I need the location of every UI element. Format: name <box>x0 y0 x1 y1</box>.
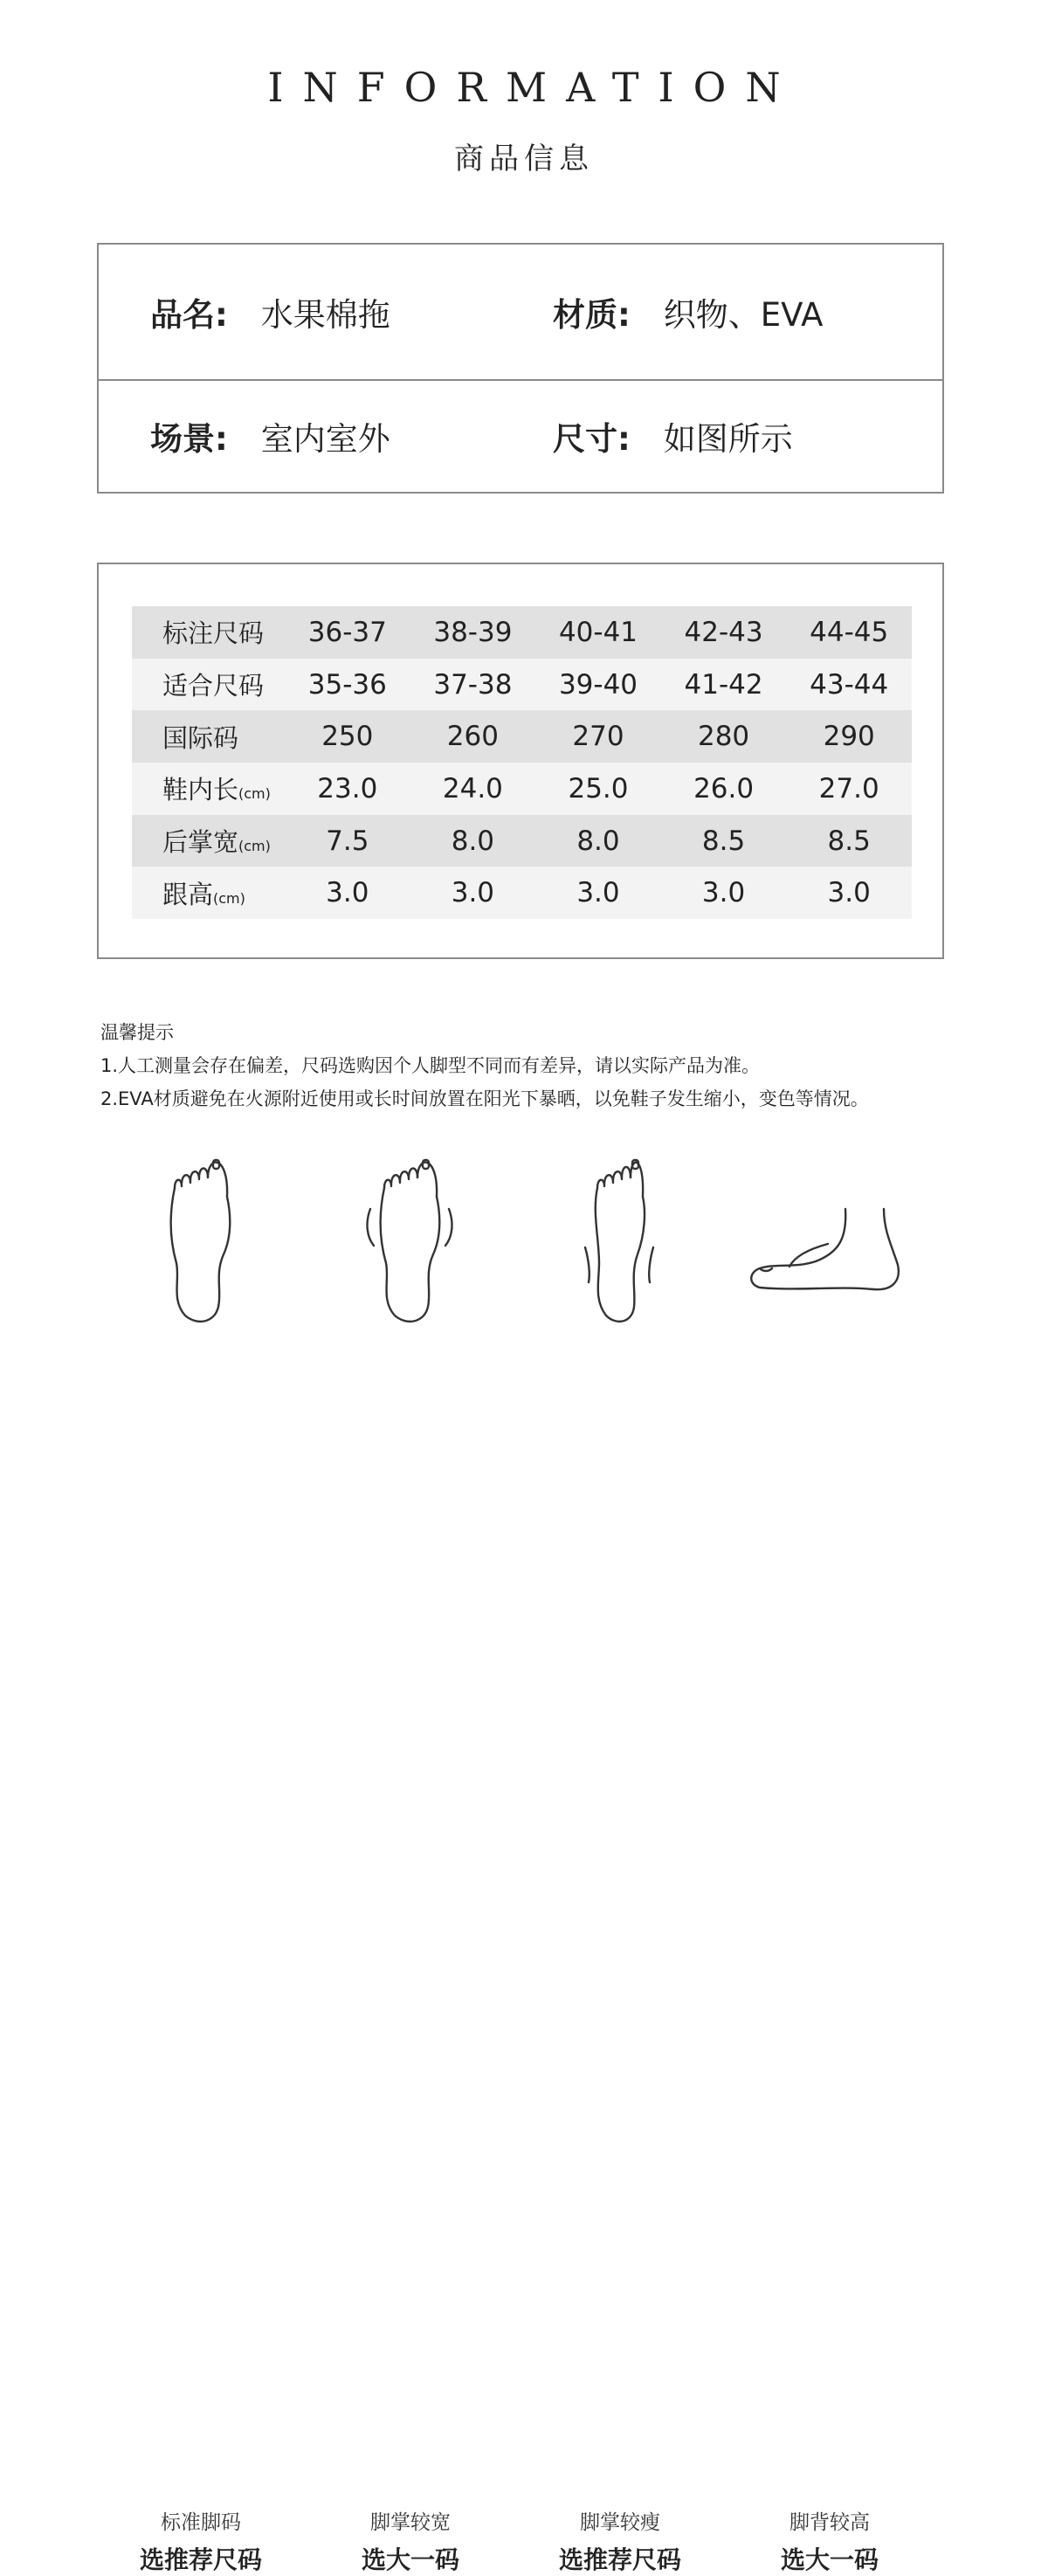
material-field <box>553 245 823 379</box>
foot-type-narrow <box>515 1151 725 2574</box>
foot-type-label: 脚掌较瘦 <box>580 2511 660 2534</box>
table-cell: 3.0 <box>410 867 536 919</box>
table-row <box>132 659 912 711</box>
row-header <box>132 763 285 815</box>
table-cell: 3.0 <box>786 867 912 919</box>
wide-foot-icon <box>349 1151 472 1326</box>
table-cell: 43-44 <box>786 659 912 711</box>
page-title-cn: 商品信息 <box>454 142 594 176</box>
row-label: 适合尺码 <box>162 671 265 701</box>
table-cell: 37-38 <box>410 659 536 711</box>
table-cell: 42-43 <box>661 606 787 659</box>
table-row <box>132 710 912 763</box>
table-cell: 3.0 <box>285 867 410 919</box>
product-name-value: 水果棉拖 <box>260 296 390 334</box>
info-row <box>99 379 942 492</box>
foot-type-advice: 选推荐尺码 <box>139 2545 262 2574</box>
foot-type-standard <box>96 1151 306 2574</box>
row-header <box>132 815 285 867</box>
foot-type-label: 脚掌较宽 <box>370 2511 451 2534</box>
table-cell: 260 <box>410 710 536 763</box>
size-chart-table <box>132 606 912 919</box>
table-cell: 38-39 <box>410 606 536 659</box>
table-cell: 7.5 <box>285 815 410 867</box>
size-value: 如图所示 <box>663 419 793 458</box>
table-cell: 36-37 <box>285 606 410 659</box>
tip-line-1: 1.人工测量会存在偏差，尺码选购因个人脚型不同而有差异，请以实际产品为准。 <box>100 1055 761 1076</box>
table-row <box>132 815 912 867</box>
table-cell: 23.0 <box>285 763 410 815</box>
foot-type-label: 标准脚码 <box>161 2511 241 2534</box>
table-cell: 25.0 <box>535 763 661 815</box>
product-name-label: 品名: <box>150 296 228 334</box>
narrow-foot-icon <box>559 1151 681 1326</box>
standard-foot-icon <box>157 1151 245 1326</box>
table-cell: 26.0 <box>661 763 787 815</box>
table-cell: 8.0 <box>410 815 536 867</box>
scene-value: 室内室外 <box>260 419 390 458</box>
row-label: 后掌宽 <box>162 827 239 858</box>
table-row <box>132 606 912 659</box>
row-label: 国际码 <box>162 722 239 753</box>
high-instep-foot-icon <box>742 1151 917 1326</box>
row-header <box>132 606 285 659</box>
row-label: 鞋内长 <box>162 775 239 805</box>
foot-type-advice: 选推荐尺码 <box>558 2545 681 2574</box>
tips-section <box>100 1016 869 1115</box>
table-cell: 44-45 <box>786 606 912 659</box>
scene-field <box>150 379 390 492</box>
size-label: 尺寸: <box>553 419 631 458</box>
page-title-en: INFORMATION <box>267 64 800 111</box>
table-row <box>132 867 912 919</box>
table-cell: 8.0 <box>535 815 661 867</box>
table-cell: 35-36 <box>285 659 410 711</box>
table-cell: 27.0 <box>786 763 912 815</box>
product-name-field <box>150 245 390 379</box>
size-chart-box <box>97 563 944 959</box>
row-header <box>132 659 285 711</box>
table-cell: 250 <box>285 710 410 763</box>
table-cell: 24.0 <box>410 763 536 815</box>
table-cell: 3.0 <box>535 867 661 919</box>
tip-line-2: 2.EVA材质避免在火源附近使用或长时间放置在阳光下暴晒，以免鞋子发生缩小，变色等情况。 <box>100 1088 869 1109</box>
row-header <box>132 867 285 919</box>
table-row <box>132 763 912 815</box>
table-cell: 280 <box>661 710 787 763</box>
size-field <box>553 379 793 492</box>
table-cell: 8.5 <box>661 815 787 867</box>
material-label: 材质: <box>553 296 631 334</box>
row-label: 标注尺码 <box>162 618 265 649</box>
foot-type-advice: 选大一码 <box>361 2545 459 2574</box>
foot-type-wide <box>306 1151 515 2574</box>
table-cell: 270 <box>535 710 661 763</box>
material-value: 织物、EVA <box>663 296 824 334</box>
table-cell: 41-42 <box>661 659 787 711</box>
tips-heading: 温馨提示 <box>100 1022 174 1043</box>
table-cell: 290 <box>786 710 912 763</box>
info-row <box>99 245 942 381</box>
table-cell: 40-41 <box>535 606 661 659</box>
row-unit: (cm) <box>238 838 271 855</box>
foot-type-high-instep <box>725 1151 934 2574</box>
scene-label: 场景: <box>150 419 228 458</box>
product-info-box <box>97 243 944 494</box>
row-header <box>132 710 285 763</box>
row-unit: (cm) <box>238 785 271 803</box>
foot-type-advice: 选大一码 <box>780 2545 879 2574</box>
table-cell: 8.5 <box>786 815 912 867</box>
foot-type-label: 脚背较高 <box>789 2511 870 2534</box>
table-cell: 3.0 <box>661 867 787 919</box>
row-unit: (cm) <box>213 889 245 907</box>
row-label: 跟高 <box>162 879 214 909</box>
table-cell: 39-40 <box>535 659 661 711</box>
